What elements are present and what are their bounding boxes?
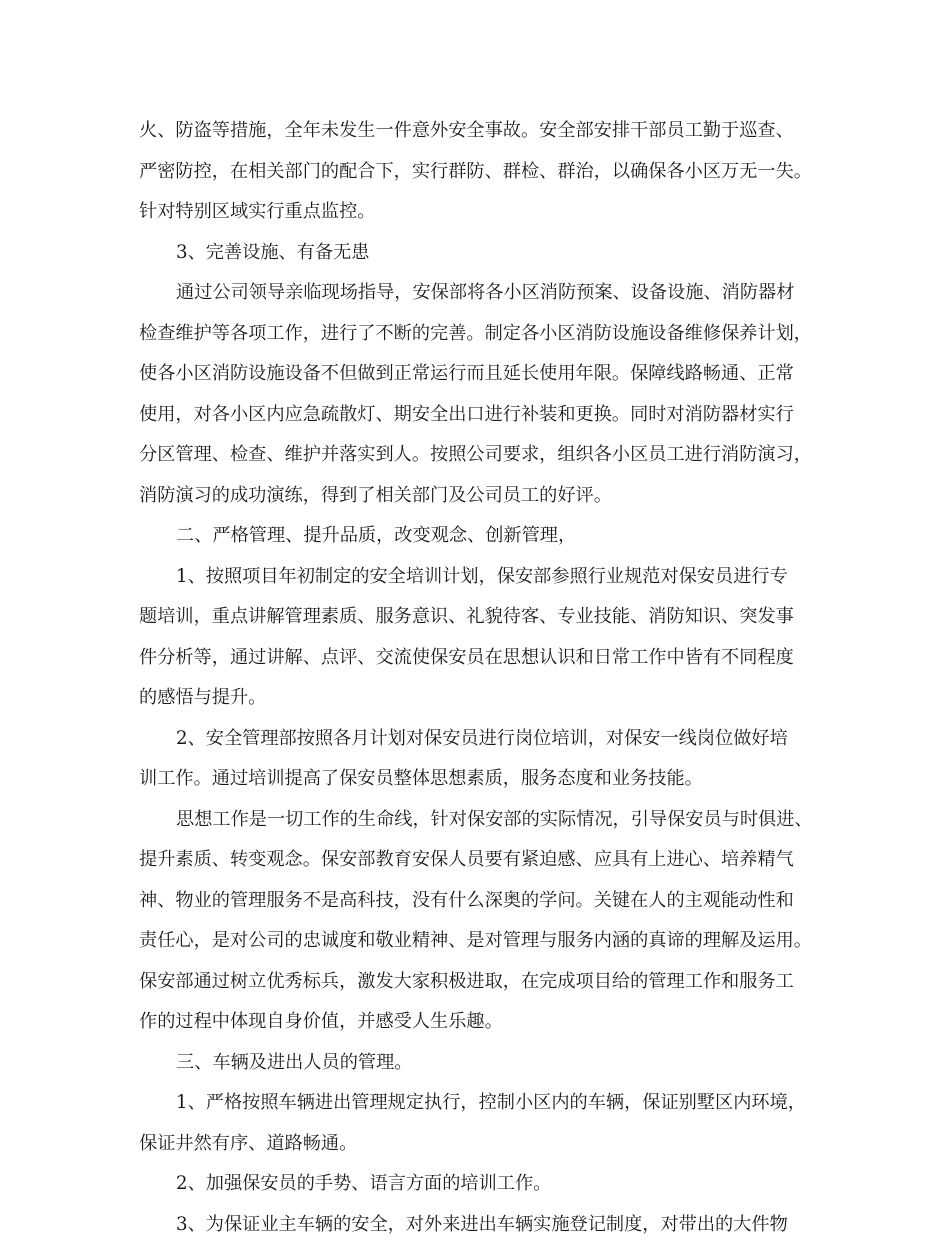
line-gap: [139, 916, 829, 927]
line-gap: [139, 1037, 829, 1048]
line-gap: [139, 754, 829, 765]
text-line: 题培训，重点讲解管理素质、服务意识、礼貌待客、专业技能、消防知识、突发事: [139, 606, 794, 627]
line-gap: [139, 1118, 829, 1129]
line-gap: [139, 875, 829, 886]
text-line: 提升素质、转变观念。保安部教育安保人员要有紧迫感、应具有上进心、培养精气: [139, 849, 794, 870]
line-gap: [139, 1078, 829, 1089]
line-gap: [139, 1159, 829, 1170]
line-gap: [139, 997, 829, 1008]
text-line: 3、为保证业主车辆的安全，对外来进出车辆实施登记制度，对带出的大件物: [176, 1213, 788, 1235]
line-gap: [139, 551, 829, 562]
text-line: 使各小区消防设施设备不但做到正常运行而且延长使用年限。保障线路畅通、正常: [139, 363, 794, 384]
section-heading: 三、车辆及进出人员的管理。: [176, 1051, 413, 1073]
line-gap: [139, 956, 829, 967]
text-line: 针对特别区域实行重点监控。: [139, 201, 376, 222]
text-line: 2、安全管理部按照各月计划对保安员进行岗位培训，对保安一线岗位做好培: [176, 727, 788, 749]
line-gap: [139, 835, 829, 846]
line-gap: [139, 146, 829, 157]
text-line: 作的过程中体现自身价值，并感受人生乐趣。: [139, 1011, 503, 1032]
section-heading: 3、完善设施、有备无患: [176, 241, 370, 263]
text-line: 1、按照项目年初制定的安全培训计划，保安部参照行业规范对保安员进行专: [176, 565, 788, 587]
line-gap: [139, 794, 829, 805]
line-gap: [139, 308, 829, 319]
text-line: 通过公司领导亲临现场指导，安保部将各小区消防预案、设备设施、消防器材: [176, 282, 795, 303]
line-gap: [139, 673, 829, 684]
text-line: 1、严格按照车辆进出管理规定执行，控制小区内的车辆，保证别墅区内环境，: [176, 1092, 806, 1113]
text-line: 火、防盗等措施，全年未发生一件意外安全事故。安全部安排干部员工勤于巡查、: [139, 120, 794, 141]
text-line: 训工作。通过培训提高了保安员整体思想素质，服务态度和业务技能。: [139, 768, 703, 789]
text-line: 分区管理、检查、维护并落实到人。按照公司要求，组织各小区员工进行消防演习，: [139, 444, 812, 465]
text-line: 思想工作是一切工作的生命线，针对保安部的实际情况，引导保安员与时俱进、: [176, 808, 813, 830]
line-gap: [139, 632, 829, 643]
text-line: 件分析等，通过讲解、点评、交流使保安员在思想认识和日常工作中皆有不同程度: [139, 646, 794, 668]
text-line: 的感悟与提升。: [139, 687, 267, 708]
line-gap: [139, 187, 829, 198]
line-gap: [139, 713, 829, 724]
text-line: 严密防控，在相关部门的配合下，实行群防、群检、群治，以确保各小区万无一失。: [139, 160, 812, 182]
text-line: 检查维护等各项工作，进行了不断的完善。制定各小区消防设施设备维修保养计划，: [139, 322, 812, 344]
text-line: 责任心，是对公司的忠诚度和敬业精神、是对管理与服务内涵的真谛的理解及运用。: [139, 930, 812, 951]
document-page: [139, 116, 829, 1240]
section-heading: 二、严格管理、提升品质，改变观念、创新管理，: [176, 525, 577, 546]
text-line: 2、加强保安员的手势、语言方面的培训工作。: [176, 1173, 552, 1194]
line-gap: [139, 430, 829, 441]
line-gap: [139, 389, 829, 400]
line-gap: [139, 1199, 829, 1210]
document-body: [139, 116, 829, 1240]
line-gap: [139, 470, 829, 481]
line-gap: [139, 349, 829, 360]
text-line: 保安部通过树立优秀标兵，激发大家积极进取，在完成项目给的管理工作和服务工: [139, 970, 794, 992]
text-line: 消防演习的成功演练，得到了相关部门及公司员工的好评。: [139, 484, 612, 506]
text-line: 保证井然有序、道路畅通。: [139, 1132, 358, 1154]
text-line: 使用，对各小区内应急疏散灯、期安全出口进行补装和更换。同时对消防器材实行: [139, 403, 794, 425]
line-gap: [139, 592, 829, 603]
line-gap: [139, 227, 829, 238]
line-gap: [139, 511, 829, 522]
line-gap: [139, 268, 829, 279]
text-line: 神、物业的管理服务不是高科技，没有什么深奥的学问。关键在人的主观能动性和: [139, 889, 794, 911]
